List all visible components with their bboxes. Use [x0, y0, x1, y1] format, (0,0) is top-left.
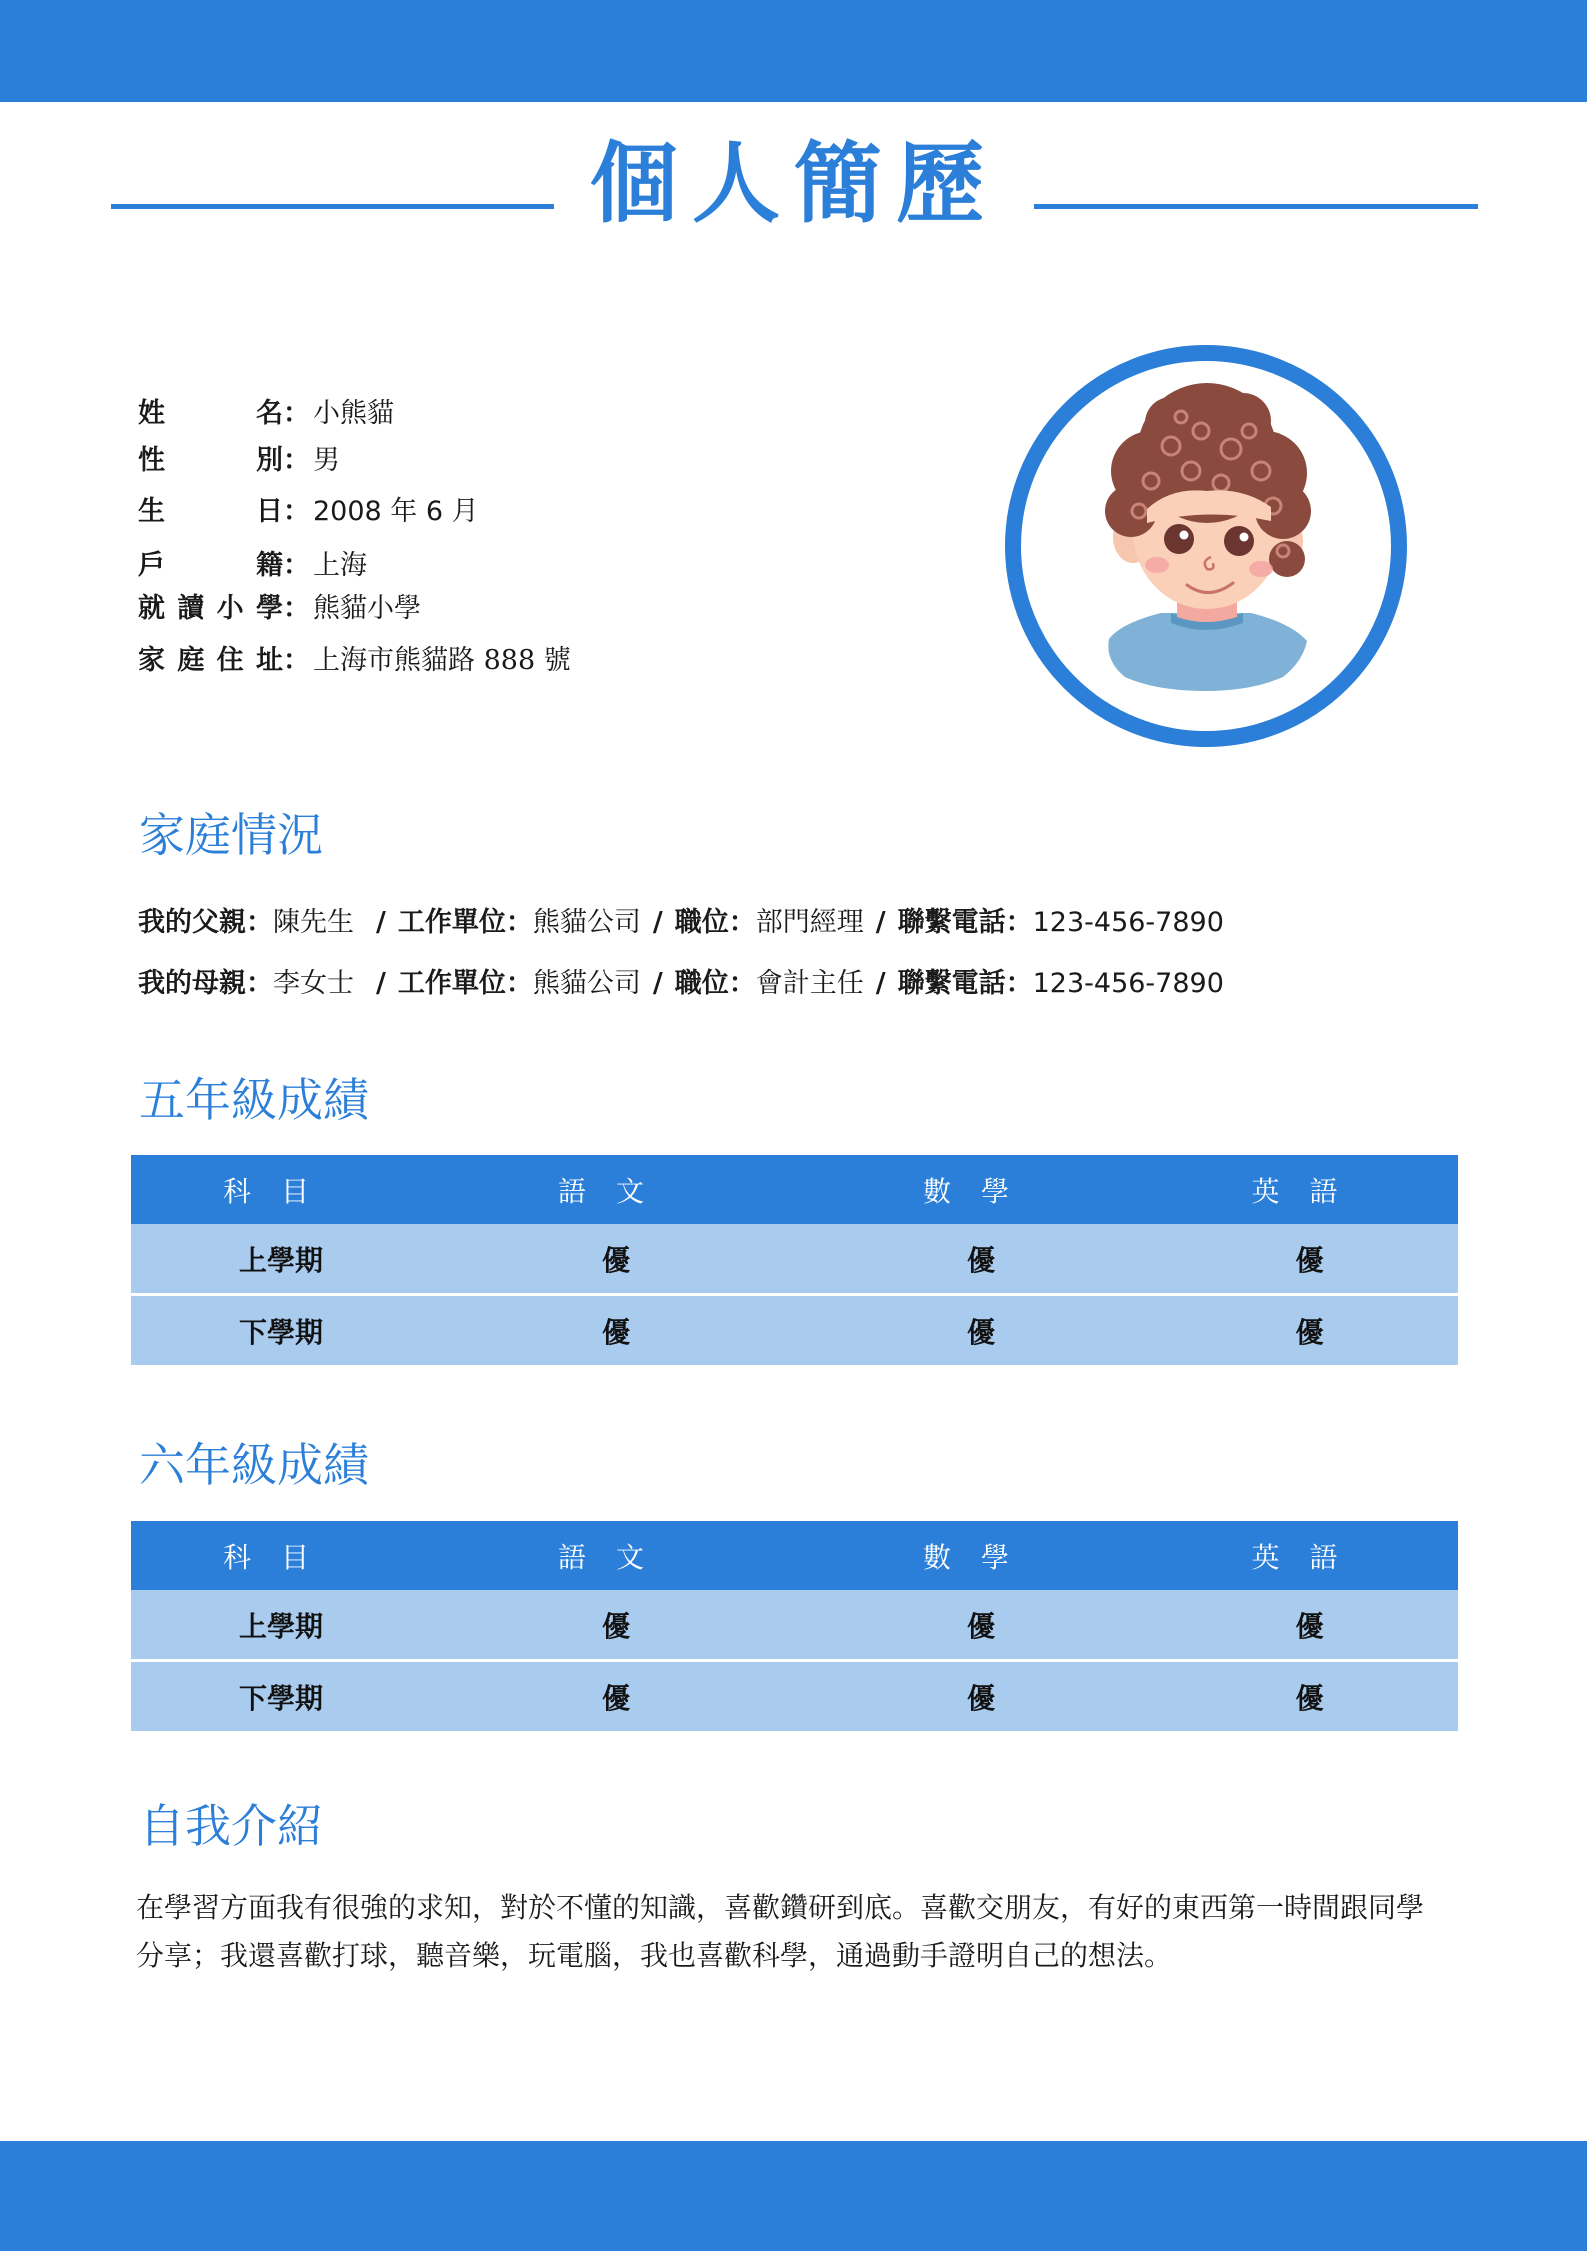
info-value: 上海: [313, 550, 367, 581]
position-value: 部門經理: [755, 907, 864, 938]
phone-label: 聯繫電話：: [897, 968, 1033, 999]
grade5-heading: 五年級成績: [139, 1073, 369, 1127]
grade-cell: 優: [1295, 1243, 1324, 1277]
grade-cell: 優: [966, 1609, 995, 1643]
phone-value: 123-456-7890: [1032, 968, 1224, 999]
family-row-mother: [138, 966, 1224, 1002]
table-row: [131, 1590, 1458, 1659]
separator: /: [376, 907, 386, 938]
info-row-hometown: [138, 549, 367, 583]
term-cell: 下學期: [238, 1681, 323, 1715]
column-header: 科目: [222, 1174, 339, 1208]
info-row-name: [138, 397, 394, 431]
info-label: 家庭住址: [138, 645, 283, 676]
grade-cell: 優: [1295, 1681, 1324, 1715]
grade6-heading: 六年級成績: [139, 1438, 369, 1492]
boy-avatar-icon: [1021, 361, 1391, 731]
top-banner: [0, 0, 1587, 102]
position-value: 會計主任: [755, 968, 864, 999]
separator: /: [875, 907, 886, 938]
page-title: 個人簡歷: [589, 131, 998, 235]
info-colon: ：: [283, 645, 310, 676]
info-value: 男: [313, 445, 340, 476]
separator: /: [652, 907, 663, 938]
grade-cell: 優: [966, 1681, 995, 1715]
info-row-gender: [138, 444, 340, 478]
member-name: 李女士: [273, 968, 354, 999]
info-colon: ：: [283, 496, 310, 527]
separator: /: [652, 968, 663, 999]
family-row-father: [138, 905, 1224, 941]
column-header: 數學: [922, 1540, 1039, 1574]
separator: /: [376, 968, 386, 999]
grade5-table: [131, 1155, 1458, 1365]
family-heading: 家庭情況: [139, 808, 323, 862]
grade-cell: 優: [966, 1243, 995, 1277]
info-colon: ：: [283, 593, 310, 624]
bottom-banner: [0, 2141, 1587, 2251]
info-value: 熊貓小學: [313, 593, 421, 624]
table-row: [131, 1662, 1458, 1731]
term-cell: 上學期: [238, 1609, 323, 1643]
info-row-school: [138, 592, 421, 626]
info-label: 生日: [138, 496, 283, 527]
separator: /: [875, 968, 886, 999]
grade-cell: 優: [601, 1243, 630, 1277]
info-label: 戶籍: [138, 550, 283, 581]
info-colon: ：: [283, 445, 310, 476]
company-value: 熊貓公司: [532, 968, 641, 999]
phone-label: 聯繫電話：: [897, 907, 1033, 938]
info-label: 就讀小學: [138, 593, 283, 624]
title-rule-left: [111, 204, 554, 209]
grade-cell: 優: [601, 1681, 630, 1715]
grade-cell: 優: [601, 1315, 630, 1349]
info-label: 性別: [138, 445, 283, 476]
term-cell: 下學期: [238, 1315, 323, 1349]
relation-label: 我的母親：: [138, 968, 273, 999]
company-label: 工作單位：: [397, 907, 533, 938]
intro-paragraph: 在學習方面我有很強的求知，對於不懂的知識，喜歡鑽研到底。喜歡交朋友，有好的東西第一時間跟同學分享；我還喜歡打球，聽音樂，玩電腦，我也喜歡科學，通過動手證明自己的想法。: [136, 1891, 1425, 1972]
phone-value: 123-456-7890: [1032, 907, 1224, 938]
company-label: 工作單位：: [397, 968, 533, 999]
intro-heading: 自我介紹: [139, 1799, 323, 1853]
table-header-row: [131, 1521, 1458, 1590]
grade-cell: 優: [1295, 1315, 1324, 1349]
term-cell: 上學期: [238, 1243, 323, 1277]
table-row: [131, 1224, 1458, 1293]
info-colon: ：: [283, 398, 310, 429]
position-label: 職位：: [674, 968, 756, 999]
grade6-table: [131, 1521, 1458, 1731]
column-header: 英語: [1251, 1174, 1368, 1208]
grade-cell: 優: [601, 1609, 630, 1643]
grade-cell: 優: [1295, 1609, 1324, 1643]
position-label: 職位：: [674, 907, 756, 938]
member-name: 陳先生: [273, 907, 354, 938]
info-row-address: [138, 644, 571, 678]
title-rule-right: [1034, 204, 1478, 209]
info-value: 小熊貓: [313, 398, 394, 429]
table-row: [131, 1296, 1458, 1365]
info-row-birthday: [138, 495, 479, 529]
table-header-row: [131, 1155, 1458, 1224]
column-header: 科目: [222, 1540, 339, 1574]
column-header: 數學: [922, 1174, 1039, 1208]
info-colon: ：: [283, 550, 310, 581]
column-header: 語文: [557, 1540, 674, 1574]
info-value: 2008 年 6 月: [313, 496, 479, 527]
column-header: 英語: [1251, 1540, 1368, 1574]
company-value: 熊貓公司: [532, 907, 641, 938]
relation-label: 我的父親：: [138, 907, 273, 938]
info-value: 上海市熊貓路 888 號: [313, 645, 571, 676]
column-header: 語文: [557, 1174, 674, 1208]
avatar: [1005, 345, 1407, 747]
grade-cell: 優: [966, 1315, 995, 1349]
info-label: 姓名: [138, 398, 283, 429]
